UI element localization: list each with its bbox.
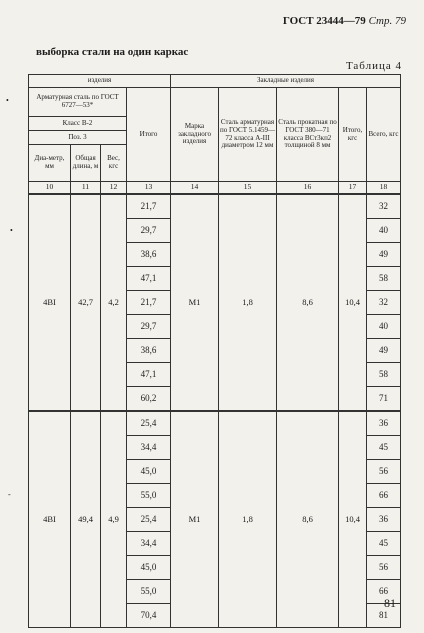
itogo-cell: 29,7 (127, 315, 171, 339)
length-cell: 42,7 (71, 194, 101, 411)
vsego-cell: 32 (367, 291, 401, 315)
weight-cell: 4,2 (101, 194, 127, 411)
itogo-cell: 34,4 (127, 436, 171, 460)
diameter-header: Диа-метр, мм (29, 145, 71, 182)
margin-mark: - (8, 490, 11, 499)
vsego-cell: 58 (367, 267, 401, 291)
itogo-cell: 45,0 (127, 556, 171, 580)
page-header (283, 15, 406, 27)
vsego-cell: 49 (367, 243, 401, 267)
vsego-cell: 66 (367, 484, 401, 508)
itogo-kgs-header: Итого, кгс (339, 88, 367, 182)
itogo-cell: 47,1 (127, 267, 171, 291)
vsego-cell: 81 (367, 604, 401, 628)
col-number: 11 (71, 182, 101, 195)
vsego-cell: 32 (367, 194, 401, 219)
col-number: 10 (29, 182, 71, 195)
vsego-cell: 36 (367, 411, 401, 436)
marka-cell: M1 (171, 411, 219, 628)
steel-arm-cell: 1,8 (219, 194, 277, 411)
steel-rolled-cell: 8,6 (277, 194, 339, 411)
col-number: 12 (101, 182, 127, 195)
vsego-cell: 45 (367, 532, 401, 556)
steel-arm-header: Сталь арматурная по ГОСТ 5.1459—72 класса А-III диаметром 12 мм (219, 88, 277, 182)
itogo-cell: 29,7 (127, 219, 171, 243)
group-right-label: Закладные изделия (171, 75, 401, 88)
itogo-kgs-cell: 10,4 (339, 411, 367, 628)
page-label: Стр. 79 (368, 15, 406, 27)
itogo-cell: 21,7 (127, 291, 171, 315)
itogo-cell: 55,0 (127, 484, 171, 508)
col-number: 18 (367, 182, 401, 195)
diameter-cell: 4ВI (29, 194, 71, 411)
vsego-cell: 71 (367, 387, 401, 412)
vsego-cell: 40 (367, 315, 401, 339)
col-number: 14 (171, 182, 219, 195)
col-number: 13 (127, 182, 171, 195)
vsego-cell: 45 (367, 436, 401, 460)
section-title: выборка стали на один каркас (36, 46, 189, 58)
itogo-cell: 70,4 (127, 604, 171, 628)
table-title: Таблица 4 (345, 60, 402, 72)
marka-header: Марка закладного изделия (171, 88, 219, 182)
table-row (29, 411, 401, 436)
doc-code: ГОСТ 23444—79 (282, 15, 366, 27)
itogo-cell: 25,4 (127, 508, 171, 532)
vsego-cell: 40 (367, 219, 401, 243)
itogo-cell: 38,6 (127, 243, 171, 267)
itogo-cell: 47,1 (127, 363, 171, 387)
vsego-cell: 49 (367, 339, 401, 363)
marka-cell: M1 (171, 194, 219, 411)
col-number: 17 (339, 182, 367, 195)
group-left-label: изделия (29, 75, 171, 88)
page-number: 81 (384, 596, 396, 610)
itogo-header: Итого (127, 88, 171, 182)
vsego-header: Всего, кгс (367, 88, 401, 182)
itogo-cell: 45,0 (127, 460, 171, 484)
length-header: Общая длина, м (71, 145, 101, 182)
table-row (29, 194, 401, 219)
weight-cell: 4,9 (101, 411, 127, 628)
itogo-cell: 25,4 (127, 411, 171, 436)
length-cell: 49,4 (71, 411, 101, 628)
vsego-cell: 56 (367, 460, 401, 484)
steel-table (28, 74, 401, 628)
vsego-cell: 66 (367, 580, 401, 604)
vsego-cell: 36 (367, 508, 401, 532)
col-number: 16 (277, 182, 339, 195)
armature-header: Арматурная сталь по ГОСТ 6727—53* (29, 88, 127, 117)
margin-mark: • (10, 226, 13, 235)
itogo-cell: 60,2 (127, 387, 171, 412)
diameter-cell: 4ВI (29, 411, 71, 628)
steel-arm-cell: 1,8 (219, 411, 277, 628)
vsego-cell: 56 (367, 556, 401, 580)
poz-header: Поз. 3 (29, 131, 127, 145)
steel-rolled-cell: 8,6 (277, 411, 339, 628)
klass-header: Класс В-2 (29, 117, 127, 131)
steel-rolled-header: Сталь прокатная по ГОСТ 380—71 класса ВСт3кп2 толщиной 8 мм (277, 88, 339, 182)
vsego-cell: 58 (367, 363, 401, 387)
itogo-cell: 21,7 (127, 194, 171, 219)
col-number: 15 (219, 182, 277, 195)
itogo-cell: 55,0 (127, 580, 171, 604)
margin-mark: • (6, 96, 9, 105)
itogo-cell: 34,4 (127, 532, 171, 556)
itogo-kgs-cell: 10,4 (339, 194, 367, 411)
weight-header: Вес, кгс (101, 145, 127, 182)
itogo-cell: 38,6 (127, 339, 171, 363)
